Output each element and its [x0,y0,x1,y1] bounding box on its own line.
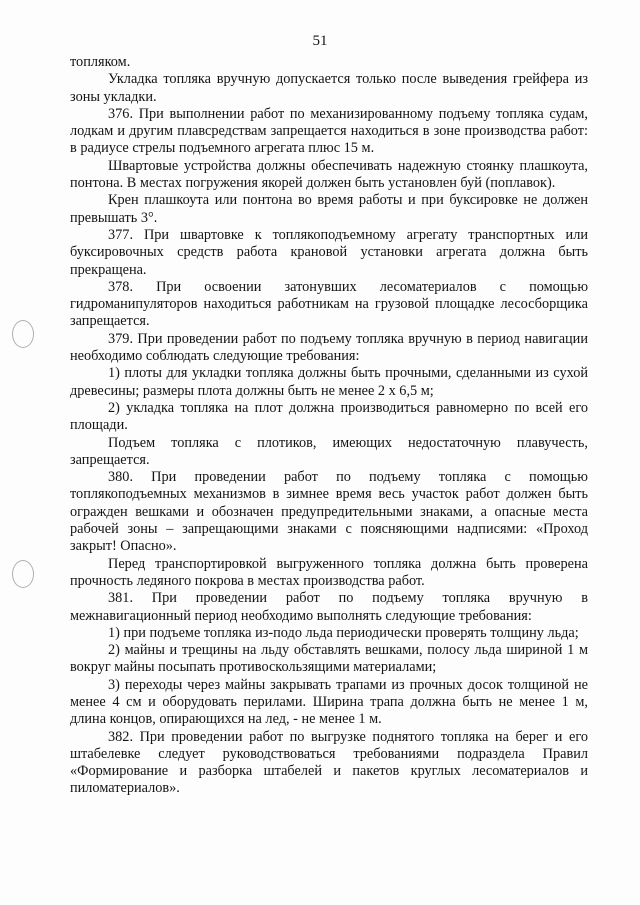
paragraph: 382. При проведении работ по выгрузке поднятого топляка на берег и его штабелевке следует руководствоваться требованиями подраздела Правил «Формирование и разборка штабелей и пакетов круглых лесоматериалов и пиломатериалов». [70,728,588,797]
paragraph: 376. При выполнении работ по механизированному подъему топляка судам, лодкам и другим плавсредствам запрещается находиться в зоне производства работ: в радиусе стрелы подъемного агрегата плюс 15 м. [70,105,588,157]
paragraph: 379. При проведении работ по подъему топляка вручную в период навигации необходимо соблюдать следующие требования: [70,330,588,365]
paragraph: 1) при подъеме топляка из-подо льда периодически проверять толщину льда; [108,624,579,641]
paragraph: 377. При швартовке к топлякоподъемному агрегату транспортных или буксировочных средств работа крановой установки агрегата должна быть прекращена. [70,226,588,278]
paragraph: Укладка топляка вручную допускается только после выведения грейфера из зоны укладки. [70,71,588,105]
paragraph: 3) переходы через майны закрывать трапами из прочных досок толщиной не менее 4 см и оборудовать перилами. Ширина трапа должна быть не менее 1 м, длина концов, опирающихся на лед, - не менее 1 м. [70,676,588,728]
paragraph: Швартовые устройства должны обеспечивать надежную стоянку плашкоута, понтона. В местах погружения якорей должен быть установлен буй (поплавок). [70,157,588,192]
page-number: 51 [312,33,328,49]
paragraph: 380. При проведении работ по подъему топляка с помощью топлякоподъемных механизмов в зимнее время весь участок работ должен быть огражден вешками и обозначен предупредительными знаками, а опасные места рабочей зоны – запрещающими знаками с поясняющими надписями: «Проход закрыт! Опасно». [70,469,588,555]
paragraph: Подъем топляка с плотиков, имеющих недостаточную плавучесть, запрещается. [70,434,588,468]
paragraph: 381. При проведении работ по подъему топляка вручную в межнавигационный период необходимо выполнять следующие требования: [70,590,588,624]
paragraph: топляком. [70,54,131,70]
paragraph: 2) укладка топляка на плот должна производиться равномерно по всей его площади. [70,399,588,434]
punch-hole-mark [12,320,34,348]
paragraph: Крен плашкоута или понтона во время работы и при буксировке не должен превышать 3°. [70,192,588,226]
paragraph: Перед транспортировкой выгруженного топляка должна быть проверена прочность ледяного покрова в местах производства работ. [70,555,588,589]
paragraph: 1) плоты для укладки топляка должны быть прочными, сделанными из сухой древесины; размеры плота должны быть не менее 2 х 6,5 м; [70,365,588,399]
paragraph: 2) майны и трещины на льду обставлять вешками, полосу льда шириной 1 м вокруг майны посыпать противоскользящими материалами; [70,642,588,676]
punch-hole-mark [12,560,34,588]
paragraph: 378. При освоении затонувших лесоматериалов с помощью гидроманипуляторов находиться работникам на грузовой площадке лесосборщика запрещается. [70,278,588,330]
document-body [70,54,588,798]
